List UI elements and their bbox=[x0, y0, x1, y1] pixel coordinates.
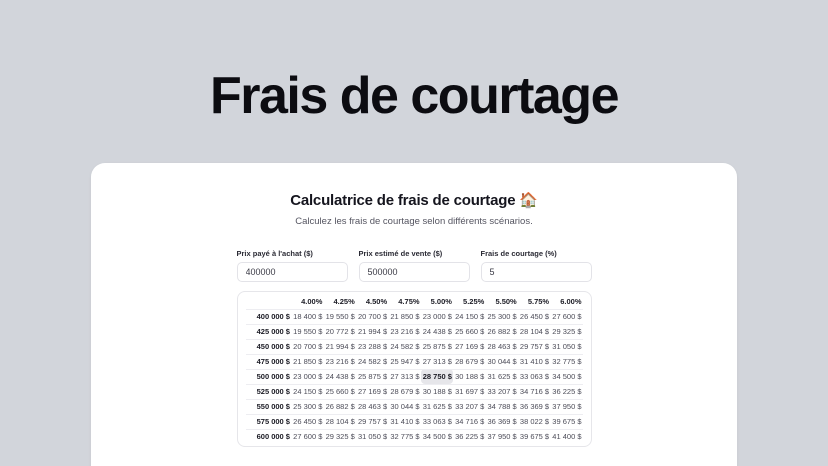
fee-cell: 29 757 $ bbox=[518, 339, 550, 354]
fee-cell: 34 788 $ bbox=[485, 399, 517, 414]
fee-cell: 21 994 $ bbox=[356, 324, 388, 339]
fee-cell: 27 313 $ bbox=[388, 369, 420, 384]
sale-price-field bbox=[359, 249, 470, 282]
fee-cell: 20 772 $ bbox=[323, 324, 355, 339]
fee-cell: 36 369 $ bbox=[485, 414, 517, 429]
fee-cell: 23 000 $ bbox=[421, 309, 453, 324]
fee-cell: 24 438 $ bbox=[323, 369, 355, 384]
fee-cell: 34 716 $ bbox=[518, 384, 550, 399]
fee-table-row bbox=[246, 384, 583, 399]
rate-column-header: 4.50% bbox=[356, 294, 388, 309]
fee-cell: 34 716 $ bbox=[453, 414, 485, 429]
brokerage-rate-input[interactable] bbox=[481, 262, 592, 282]
fee-cell: 24 150 $ bbox=[291, 384, 323, 399]
price-row-label: 525 000 $ bbox=[246, 384, 291, 399]
house-emoji: 🏠 bbox=[519, 192, 538, 209]
calculator-heading-text: Calculatrice de frais de courtage bbox=[290, 192, 516, 209]
price-row-label: 575 000 $ bbox=[246, 414, 291, 429]
fee-cell: 21 850 $ bbox=[291, 354, 323, 369]
fee-table-row bbox=[246, 339, 583, 354]
fee-cell: 18 400 $ bbox=[291, 309, 323, 324]
fee-cell: 26 450 $ bbox=[518, 309, 550, 324]
sale-price-label: Prix estimé de vente ($) bbox=[358, 249, 443, 258]
fee-cell: 24 582 $ bbox=[356, 354, 388, 369]
price-row-label: 550 000 $ bbox=[246, 399, 291, 414]
fee-cell: 25 947 $ bbox=[388, 354, 420, 369]
calculator-subtitle: Calculez les frais de courtage selon différents scénarios. bbox=[295, 216, 533, 227]
fee-cell: 25 875 $ bbox=[356, 369, 388, 384]
fee-cell: 39 675 $ bbox=[550, 414, 582, 429]
fee-cell: 33 063 $ bbox=[421, 414, 453, 429]
price-row-label: 425 000 $ bbox=[246, 324, 291, 339]
fee-cell: 21 994 $ bbox=[323, 339, 355, 354]
rate-column-header: 5.25% bbox=[453, 294, 485, 309]
fee-table-row bbox=[246, 369, 583, 384]
fee-cell: 30 188 $ bbox=[453, 369, 485, 384]
fee-cell: 31 625 $ bbox=[485, 369, 517, 384]
fee-cell: 28 104 $ bbox=[323, 414, 355, 429]
purchase-price-label: Prix payé à l'achat ($) bbox=[236, 249, 313, 258]
fee-cell: 30 044 $ bbox=[388, 399, 420, 414]
page-title: Frais de courtage bbox=[210, 67, 618, 125]
fee-cell: 23 216 $ bbox=[388, 324, 420, 339]
rate-column-header: 6.00% bbox=[550, 294, 582, 309]
fee-cell: 33 207 $ bbox=[485, 384, 517, 399]
fee-cell: 20 700 $ bbox=[291, 339, 323, 354]
rate-column-header: 4.75% bbox=[388, 294, 420, 309]
fee-table-head-row bbox=[246, 294, 583, 309]
fee-cell: 38 022 $ bbox=[518, 414, 550, 429]
fee-cell: 27 600 $ bbox=[293, 432, 323, 442]
fee-cell: 36 369 $ bbox=[518, 399, 550, 414]
fee-cell: 32 775 $ bbox=[550, 354, 582, 369]
brokerage-rate-label: Frais de courtage (%) bbox=[480, 249, 557, 258]
fee-cell: 28 463 $ bbox=[485, 339, 517, 354]
fee-cell: 29 757 $ bbox=[356, 414, 388, 429]
fee-cell: 26 882 $ bbox=[485, 324, 517, 339]
fee-cell: 24 582 $ bbox=[388, 339, 420, 354]
inputs-row bbox=[237, 249, 592, 282]
fee-cell: 20 700 $ bbox=[356, 309, 388, 324]
fee-table-body bbox=[246, 309, 583, 444]
price-row-label: 450 000 $ bbox=[246, 339, 291, 354]
fee-cell: 21 850 $ bbox=[388, 309, 420, 324]
fee-cell: 25 300 $ bbox=[485, 309, 517, 324]
fee-table-container bbox=[237, 291, 592, 447]
corner-cell bbox=[246, 294, 291, 309]
purchase-price-field bbox=[237, 249, 348, 282]
fee-cell: 29 325 $ bbox=[325, 432, 355, 442]
fee-cell: 24 150 $ bbox=[453, 309, 485, 324]
fee-cell: 39 675 $ bbox=[519, 432, 550, 442]
fee-cell: 25 300 $ bbox=[291, 399, 323, 414]
fee-cell: 25 660 $ bbox=[453, 324, 485, 339]
fee-table-row bbox=[246, 354, 583, 369]
fee-table-row bbox=[246, 414, 583, 429]
rate-column-header: 4.00% bbox=[291, 294, 323, 309]
fee-cell: 28 104 $ bbox=[518, 324, 550, 339]
fee-cell: 33 063 $ bbox=[518, 369, 550, 384]
calculator-card bbox=[91, 163, 737, 466]
fee-cell: 19 550 $ bbox=[291, 324, 323, 339]
fee-cell: 27 169 $ bbox=[356, 384, 388, 399]
fee-cell: 26 882 $ bbox=[323, 399, 355, 414]
fee-cell: 34 500 $ bbox=[550, 369, 582, 384]
fee-table-row bbox=[246, 324, 583, 339]
fee-cell: 33 207 $ bbox=[453, 399, 485, 414]
fee-cell: 31 050 $ bbox=[357, 432, 388, 442]
price-row-label: 500 000 $ bbox=[246, 369, 291, 384]
fee-cell: 25 875 $ bbox=[421, 339, 453, 354]
fee-cell: 34 500 $ bbox=[422, 432, 452, 442]
price-row-label: 475 000 $ bbox=[246, 354, 291, 369]
fee-table-row bbox=[246, 309, 583, 324]
fee-cell: 28 679 $ bbox=[388, 384, 420, 399]
fee-cell: 30 044 $ bbox=[485, 354, 517, 369]
fee-cell: 31 050 $ bbox=[550, 339, 582, 354]
fee-cell: 31 410 $ bbox=[518, 354, 550, 369]
rate-column-header: 5.75% bbox=[518, 294, 550, 309]
fee-cell: 37 950 $ bbox=[487, 432, 517, 442]
fee-cell: 36 225 $ bbox=[550, 384, 582, 399]
fee-cell: 27 600 $ bbox=[550, 309, 582, 324]
fee-cell: 24 438 $ bbox=[421, 324, 453, 339]
fee-table-row bbox=[246, 399, 583, 414]
fee-cell: 27 169 $ bbox=[453, 339, 485, 354]
fee-cell: 31 410 $ bbox=[388, 414, 420, 429]
sale-price-input[interactable] bbox=[359, 262, 470, 282]
rate-column-header: 5.00% bbox=[421, 294, 453, 309]
purchase-price-input[interactable] bbox=[237, 262, 348, 282]
price-row-label: 600 000 $ bbox=[256, 432, 290, 442]
fee-cell: 23 288 $ bbox=[356, 339, 388, 354]
calculator-heading bbox=[91, 191, 737, 209]
fee-cell: 30 188 $ bbox=[421, 384, 453, 399]
fee-table-row bbox=[246, 429, 583, 444]
fee-cell: 27 313 $ bbox=[421, 354, 453, 369]
fee-cell: 32 775 $ bbox=[390, 432, 420, 442]
fee-cell: 26 450 $ bbox=[291, 414, 323, 429]
brokerage-rate-field bbox=[481, 249, 592, 282]
fee-cell: 25 660 $ bbox=[323, 384, 355, 399]
fee-cell: 23 216 $ bbox=[323, 354, 355, 369]
fee-cell: 28 679 $ bbox=[453, 354, 485, 369]
fee-cell: 31 697 $ bbox=[453, 384, 485, 399]
fee-cell: 37 950 $ bbox=[550, 399, 582, 414]
fee-cell: 31 625 $ bbox=[421, 399, 453, 414]
rate-column-header: 5.50% bbox=[485, 294, 517, 309]
fee-cell: 28 463 $ bbox=[356, 399, 388, 414]
highlighted-fee-cell: 28 750 $ bbox=[421, 369, 453, 384]
fee-cell: 19 550 $ bbox=[323, 309, 355, 324]
fee-table bbox=[246, 294, 583, 444]
calculator-content bbox=[237, 249, 592, 447]
rate-column-header: 4.25% bbox=[323, 294, 355, 309]
fee-cell: 41 400 $ bbox=[552, 432, 582, 442]
fee-cell: 36 225 $ bbox=[455, 432, 485, 442]
fee-cell: 29 325 $ bbox=[550, 324, 582, 339]
fee-cell: 23 000 $ bbox=[291, 369, 323, 384]
price-row-label: 400 000 $ bbox=[246, 309, 291, 324]
